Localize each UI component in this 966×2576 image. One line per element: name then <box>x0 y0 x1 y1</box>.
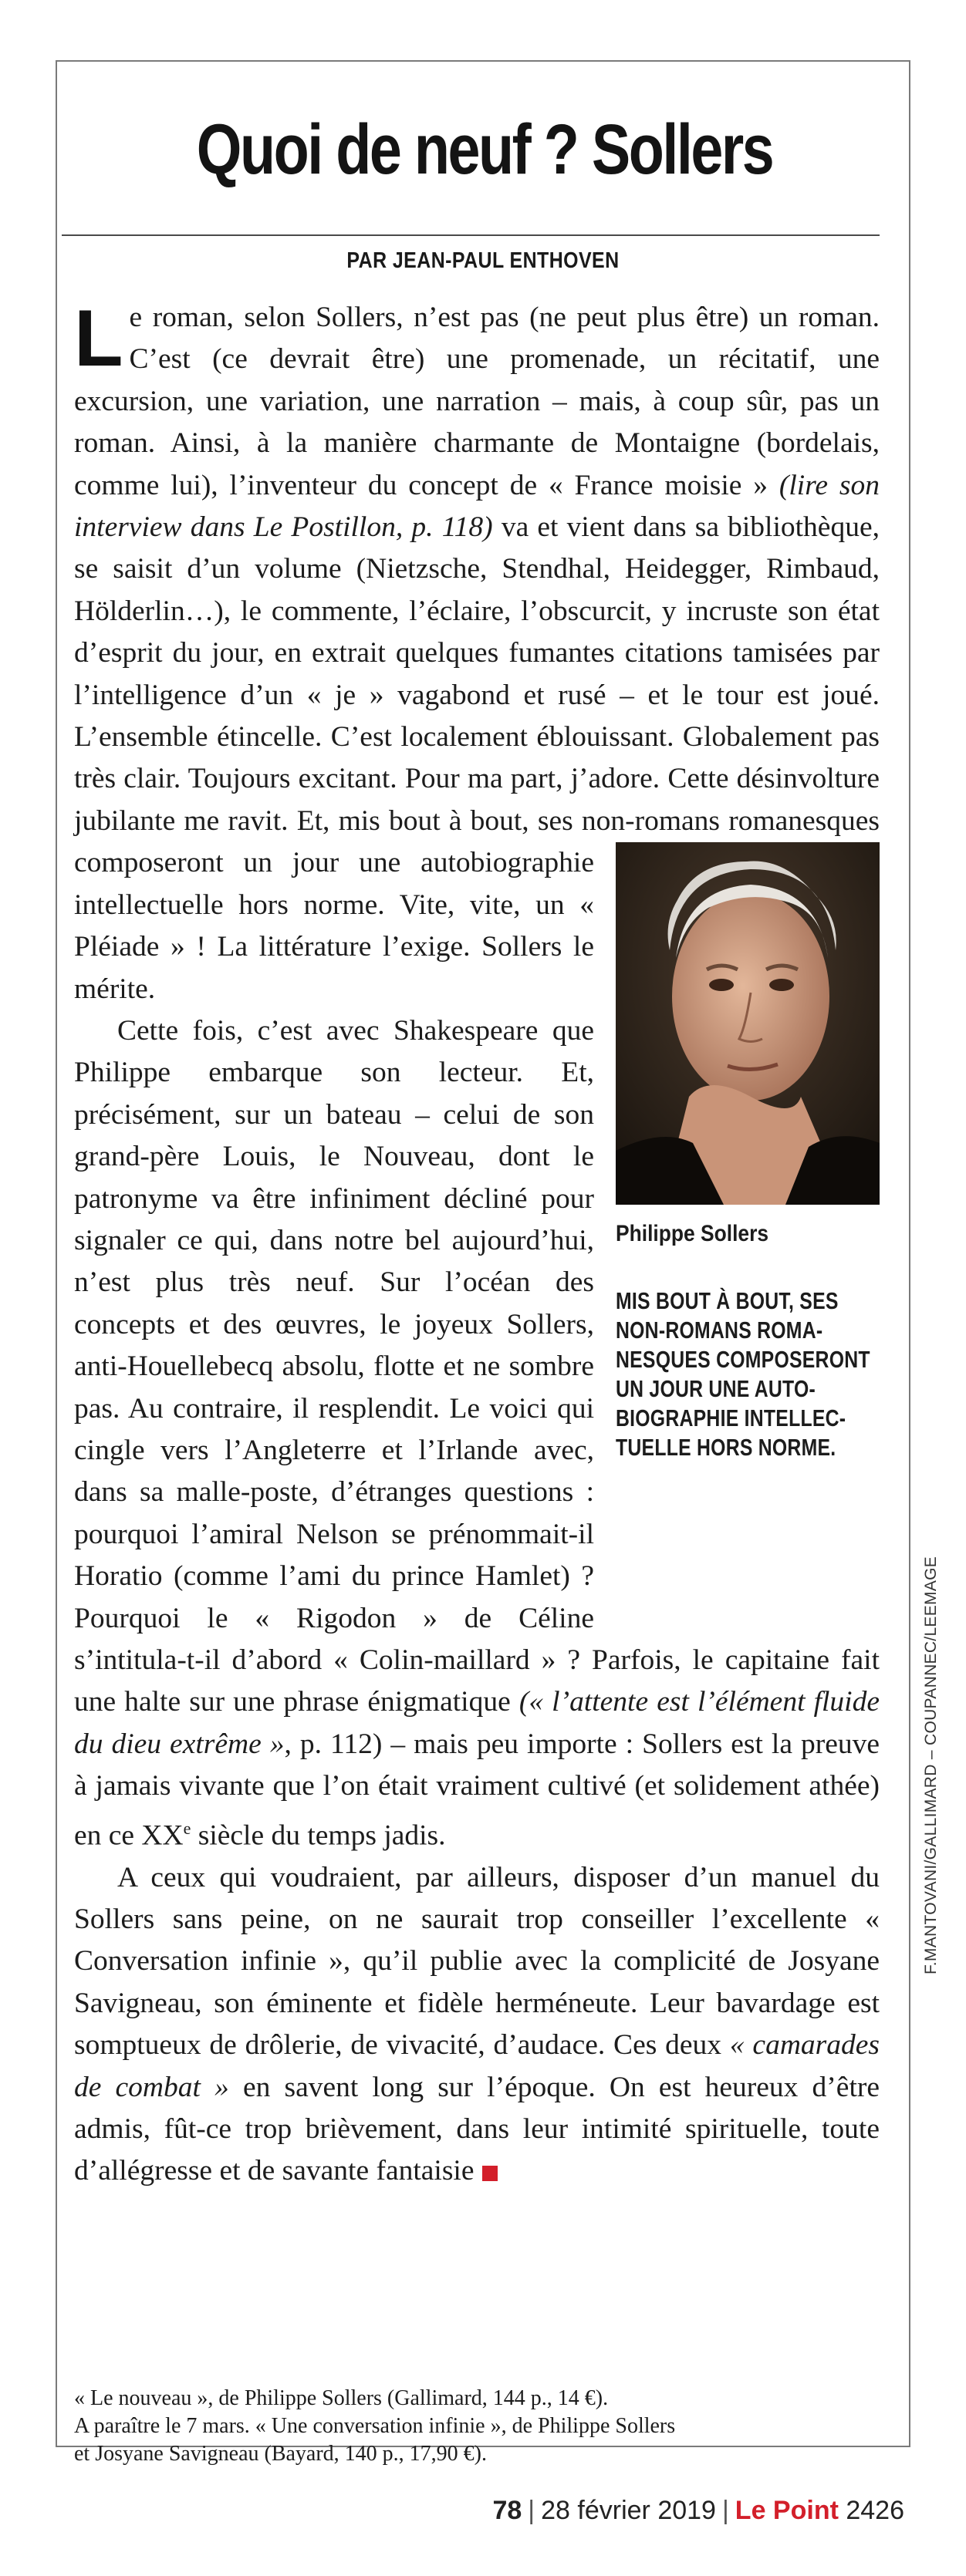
p1-text-a: e roman, selon Sollers, n’est pas (ne peut plus être) un roman. C’est (ce devrait être) une promenade, un récitatif, une excursion, une variation, une narration – mais, à coup sûr, pas un roman. Ainsi, à la manière charmante de Montaigne (bordelais, comme lui), l’inventeur du concept de « France moisie » <box>74 302 880 501</box>
photo-credit: F.MANTOVANI/GALLIMARD – COUPANNEC/LEEMAGE <box>922 1556 940 1974</box>
author-photo <box>616 842 880 1205</box>
p2-text-c: siècle du temps jadis. <box>191 1819 446 1852</box>
separator: | <box>721 2496 729 2525</box>
photo-sidebar <box>616 842 880 1621</box>
article-body <box>74 294 880 2193</box>
p1-text-b-rest: un jour une autobiographie intellectuelle hors norme. Vite, vite, un « Pléiade » ! La littérature l’exige. Sollers le mérite. <box>74 847 594 1005</box>
p2-superscript: e <box>183 1818 191 1838</box>
article-title: Quoi de neuf ? Sollers <box>196 110 773 189</box>
page-number: 78 <box>492 2496 522 2525</box>
byline: PAR JEAN-PAUL ENTHOVEN <box>346 248 620 273</box>
title-rule <box>62 234 880 236</box>
end-mark-icon <box>482 2166 498 2181</box>
pull-quote-line: NESQUES COMPOSERONT <box>616 1346 870 1374</box>
separator: | <box>528 2496 535 2525</box>
footnote-line: A paraître le 7 mars. « Une conversation infinie », de Philippe Sollers <box>74 2414 676 2438</box>
pull-quote-line: MIS BOUT À BOUT, SES <box>616 1287 839 1315</box>
p2-text-b: , p. 112) – mais peu importe : Sollers est la preuve à jamais vivante que l’on était vraiment cultivé (et solidement athée) en ce XX <box>74 1728 880 1852</box>
p2-italic: (« l’attente est l’élément fluide du dieu extrême » <box>74 1686 880 1760</box>
p1-italic: (lire son interview dans Le Postillon, p. 118) <box>74 469 880 544</box>
p3-text-b: en savent long sur l’époque. On est heureux d’être admis, fût-ce trop brièvement, dans leur intimité spirituelle, toute d’allégresse et de savante fantaisie <box>74 2071 880 2187</box>
paragraph-3 <box>74 1857 880 2193</box>
pull-quote-line: NON-ROMANS ROMA- <box>616 1317 823 1344</box>
footnote-line: « Le nouveau », de Philippe Sollers (Gallimard, 144 p., 14 €). <box>74 2386 609 2410</box>
magazine-name: Le Point <box>735 2496 839 2525</box>
p2-text-a: Cette fois, c’est avec Shakespeare que Philippe embarque son lecteur. Et, précisément, sur un bateau – celui de son grand-père Louis, le Nouveau, dont le patronyme va être infiniment décliné pour signaler ce qui, dans notre bel aujourd’hui, n’est plus très neuf. Sur l’océan des concepts et des œuvres, le joyeux Sollers, anti-Houellebecq absolu, flotte et ne sombre pas. Au contraire, il resplendit. Le voici qui cingle vers l’Angleterre et l’Irlande avec, dans sa malle-poste, d’étranges questions : pourquoi l’amiral Nelson se prénommait-il Horatio (comme l’ami du prince Hamlet) ? Pourquoi le « Rigodon » de Céline s’intitula-t-il d’abord « Colin-maillard » ? Parfois, le capitaine fait une halte sur une phrase énigmatique <box>74 1014 880 1718</box>
footnote <box>74 2385 892 2468</box>
pull-quote-line: BIOGRAPHIE INTELLEC- <box>616 1404 846 1432</box>
pull-quote-line: UN JOUR UNE AUTO- <box>616 1375 816 1403</box>
p1-text-b: va et vient dans sa bibliothèque, se saisit d’un volume (Nietzsche, Stendhal, Heidegger, Rimbaud, Hölderlin…), le commente, l’éclaire, l’obscurcit, y incruste son état d’esprit du jour, en extrait quelques fumantes citations tamisées par l’intelligence d’un « je » vagabond et rusé – et le tour est joué. L’ensemble étincelle. C’est localement éblouissant. Globalement pas très clair. Toujours excitant. Pour ma part, j’adore. Cette désinvolture jubilante me ravit. Et, mis bout à bout, ses non-romans romanesques composeront <box>74 511 880 879</box>
p3-italic: « camarades de combat » <box>74 2029 880 2103</box>
page-footer <box>492 2496 904 2526</box>
pull-quote-line: TUELLE HORS NORME. <box>616 1434 836 1462</box>
pull-quote <box>616 1286 875 1462</box>
photo-caption: Philippe Sollers <box>616 1221 769 1247</box>
issue-date: 28 février 2019 <box>541 2496 716 2525</box>
drop-cap: L <box>74 294 123 383</box>
p3-text-a: A ceux qui voudraient, par ailleurs, disposer d’un manuel du Sollers sans peine, on ne saurait trop conseiller l’excellente « Conversation infinie », qu’il publie avec la complicité de Josyane Savigneau, son éminente et fidèle herméneute. Leur bavardage est somptueux de drôlerie, de vivacité, d’audace. Ces deux <box>74 1861 880 2062</box>
footnote-line: et Josyane Savigneau (Bayard, 140 p., 17,90 €). <box>74 2442 487 2466</box>
issue-number: 2426 <box>846 2496 904 2525</box>
